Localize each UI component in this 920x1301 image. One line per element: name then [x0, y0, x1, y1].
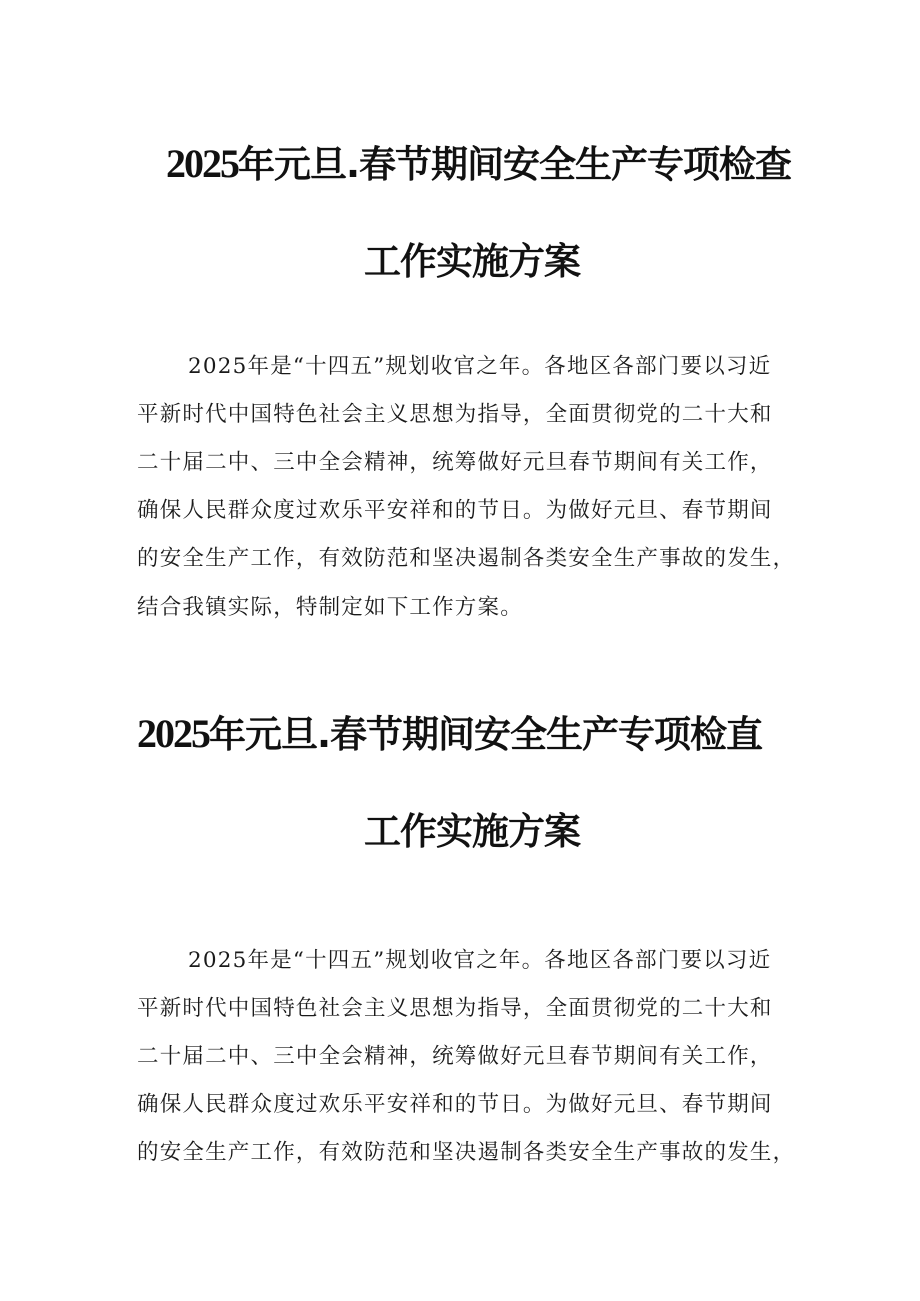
paragraph-line: 2025年是“十四五”规划收官之年。各地区各部门要以习近	[188, 354, 772, 379]
paragraph-line: 确保人民群众度过欢乐平安祥和的节日。为做好元旦、春节期间	[137, 1092, 773, 1117]
paragraph-line: 的安全生产工作，有效防范和坚决遏制各类安全生产事故的发生，	[137, 546, 796, 571]
title-year: 2025	[137, 711, 209, 756]
document-title-line-1	[137, 712, 762, 757]
paragraph-line: 确保人民群众度过欢乐平安祥和的节日。为做好元旦、春节期间	[137, 498, 773, 523]
paragraph-line: 结合我镇实际，特制定如下工作方案。	[137, 595, 523, 620]
title-text: 年元旦.春节期间安全生产专项检直	[209, 713, 763, 756]
paragraph-line: 平新时代中国特色社会主义思想为指导，全面贯彻党的二十大和	[137, 996, 773, 1021]
document-title-line-1	[166, 142, 791, 187]
paragraph-line: 的安全生产工作，有效防范和坚决遏制各类安全生产事故的发生，	[137, 1140, 796, 1165]
document-title-line-2: 工作实施方案	[364, 240, 580, 283]
title-year: 2025	[166, 141, 238, 186]
paragraph-line: 平新时代中国特色社会主义思想为指导，全面贯彻党的二十大和	[137, 402, 773, 427]
paragraph-line: 二十届二中、三中全会精神，统筹做好元旦春节期间有关工作，	[137, 450, 773, 475]
document-title-line-2: 工作实施方案	[364, 810, 580, 853]
title-text: 年元旦.春节期间安全生产专项检查	[238, 143, 792, 186]
paragraph-line: 二十届二中、三中全会精神，统筹做好元旦春节期间有关工作，	[137, 1044, 773, 1069]
paragraph-line: 2025年是“十四五”规划收官之年。各地区各部门要以习近	[188, 948, 772, 973]
